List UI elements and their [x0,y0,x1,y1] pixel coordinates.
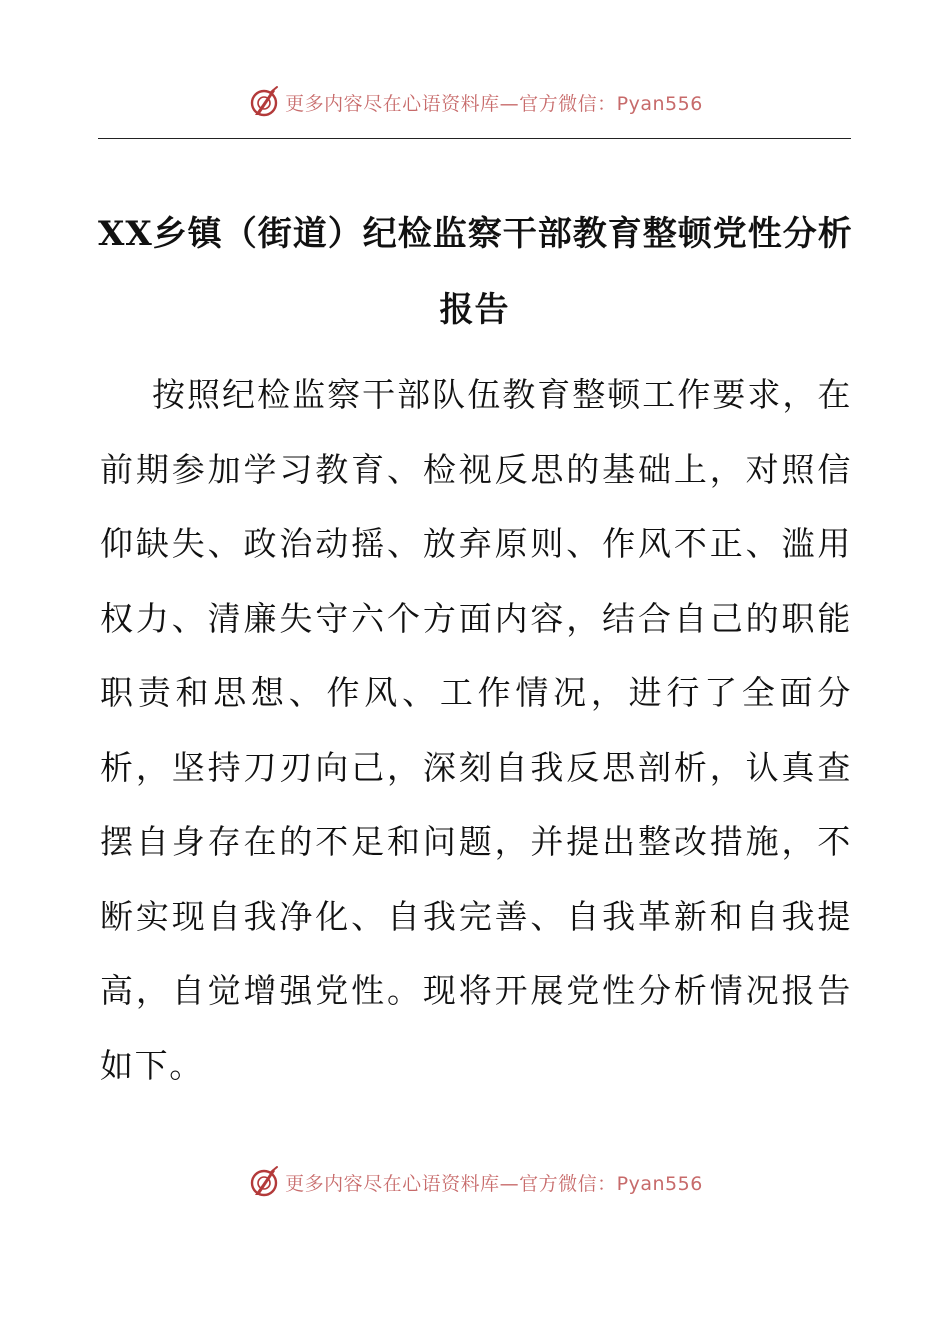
header-banner [0,82,950,122]
quill-pen-logo-icon [247,1165,281,1199]
document-title [98,196,851,348]
header-banner-text: 更多内容尽在心语资料库—官方微信：Pyan556 [285,92,703,115]
document-title-line-2: 报告 [439,290,510,330]
document-body-paragraph: 按照纪检监察干部队伍教育整顿工作要求，在前期参加学习教育、检视反思的基础上，对照信仰缺失、政治动摇、放弃原则、作风不正、滥用权力、清廉失守六个方面内容，结合自己的职能职责和思想、作风、工作情况，进行了全面分析，坚持刀刃向己，深刻自我反思剖析，认真查摆自身存在的不足和问题，并提出整改措施，不断实现自我净化、自我完善、自我革新和自我提高，自觉增强党性。现将开展党性分析情况报告如下。 [100,375,852,1085]
footer-banner [0,1162,950,1202]
footer-banner-text: 更多内容尽在心语资料库—官方微信：Pyan556 [285,1172,703,1195]
header-divider [98,138,851,139]
quill-pen-logo-icon [247,85,281,119]
document-title-line-1: XX乡镇（街道）纪检监察干部教育整顿党性分析 [98,214,853,254]
